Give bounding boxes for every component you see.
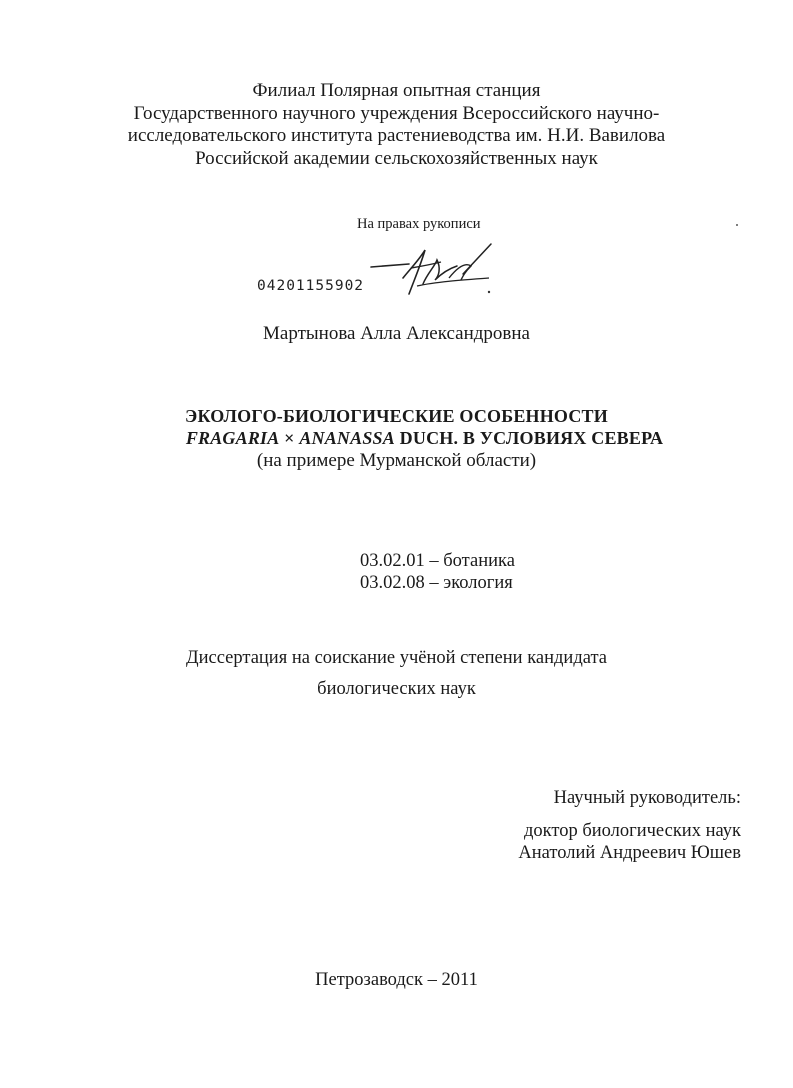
thesis-title-line-2 bbox=[0, 428, 793, 449]
supervisor-name: Анатолий Андреевич Юшев bbox=[518, 843, 741, 863]
genus-name: FRAGARIA bbox=[185, 428, 280, 448]
author-name: Мартынова Алла Александровна bbox=[263, 323, 530, 344]
manuscript-note: На правах рукописи bbox=[357, 216, 481, 232]
registration-number: 04201155902 bbox=[257, 278, 365, 294]
institution-line-2: Государственного научного учреждения Всероссийского научно- bbox=[133, 102, 660, 124]
title-rest: DUCH. В УСЛОВИЯХ СЕВЕРА bbox=[394, 428, 664, 448]
dissertation-line-2: биологических наук bbox=[317, 679, 476, 699]
city-year: Петрозаводск – 2011 bbox=[315, 970, 478, 990]
species-name: ANANASSA bbox=[299, 428, 395, 448]
institution-line-3: исследовательского института растениеводства им. Н.И. Вавилова bbox=[127, 125, 666, 146]
signature bbox=[365, 238, 505, 308]
thesis-subtitle: (на примере Мурманской области) bbox=[256, 450, 537, 471]
supervisor-label: Научный руководитель: bbox=[553, 788, 741, 808]
specialty-code-2: 03.02.08 – экология bbox=[360, 573, 513, 593]
supervisor-degree: доктор биологических наук bbox=[523, 821, 741, 841]
institution-line-4: Российской академии сельскохозяйственных наук bbox=[195, 147, 598, 169]
thesis-title-line-1: ЭКОЛОГО-БИОЛОГИЧЕСКИЕ ОСОБЕННОСТИ bbox=[185, 406, 608, 426]
institution-line-1: Филиал Полярная опытная станция bbox=[252, 80, 541, 101]
hybrid-cross: × bbox=[279, 428, 300, 448]
scan-speck bbox=[736, 224, 738, 226]
dissertation-line-1: Диссертация на соискание учёной степени кандидата bbox=[186, 648, 607, 668]
specialty-code-1: 03.02.01 – ботаника bbox=[360, 551, 515, 571]
